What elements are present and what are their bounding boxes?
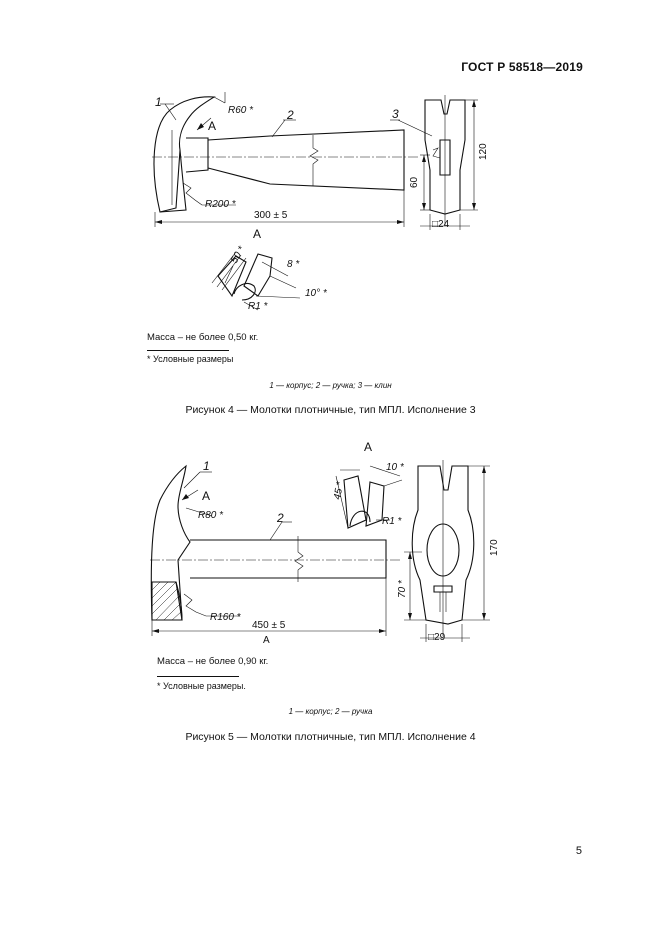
- fig5-label-a: A: [263, 635, 270, 646]
- fig5-height-170: 170: [489, 539, 500, 556]
- fig4-detail-title: A: [253, 227, 262, 241]
- fig5-view-a-arrow-label: A: [202, 489, 211, 503]
- fig5-r1: R1 *: [382, 516, 402, 527]
- fig4-square-24: □24: [432, 219, 450, 230]
- fig4-view-a-arrow-label: A: [208, 119, 217, 133]
- fig4-part1-label: 1: [155, 95, 162, 109]
- fig5-mass-note: Масса – не более 0,90 кг.: [157, 656, 269, 667]
- fig4-r60-label: R60 *: [228, 105, 254, 116]
- fig4-height-120: 120: [478, 143, 489, 160]
- page-number: 5: [575, 845, 582, 857]
- fig4-height-60: 60: [409, 176, 420, 188]
- fig5-caption: Рисунок 5 — Молотки плотничные, тип МПЛ. Исполнение 4: [185, 731, 476, 743]
- fig5-footnote: * Условные размеры.: [157, 681, 246, 691]
- fig4-part3-label: 3: [392, 107, 399, 121]
- fig4-footnote-rule: [147, 350, 229, 351]
- fig4-footnote: * Условные размеры: [147, 354, 234, 364]
- fig5-legend: 1 — корпус; 2 — ручка: [288, 707, 373, 716]
- fig4-dim-50: 50 *: [229, 244, 248, 266]
- fig5-part1-label: 1: [203, 459, 210, 473]
- fig5-footnote-rule: [157, 676, 239, 677]
- fig4-dim-8: 8 *: [287, 259, 300, 270]
- fig4-caption: Рисунок 4 — Молотки плотничные, тип МПЛ. Исполнение 3: [185, 404, 476, 416]
- fig5-part2-label: 2: [277, 511, 284, 525]
- fig4-r200-label: R200 *: [205, 199, 236, 210]
- fig4-part2-label: 2: [287, 108, 294, 122]
- fig4-length-dimension: 300 ± 5: [254, 210, 288, 221]
- fig4-r1: R1 *: [248, 301, 268, 312]
- page-header-standard: ГОСТ Р 58518—2019: [461, 60, 583, 74]
- fig5-height-70: 70 *: [397, 580, 408, 598]
- fig4-mass-note: Масса – не более 0,50 кг.: [147, 332, 259, 343]
- fig5-length-dimension: 450 ± 5: [252, 620, 286, 631]
- fig5-dim-45: 45 *: [332, 481, 347, 501]
- fig4-legend: 1 — корпус; 2 — ручка; 3 — клин: [269, 381, 392, 390]
- fig5-r160-label: R160 *: [210, 612, 241, 623]
- fig5-r80-label: R80 *: [198, 510, 224, 521]
- fig5-detail-title: A: [364, 440, 373, 454]
- fig5-dim-10: 10 *: [386, 462, 404, 473]
- fig4-angle-10: 10° *: [305, 288, 327, 299]
- fig5-square-29: □29: [428, 632, 446, 643]
